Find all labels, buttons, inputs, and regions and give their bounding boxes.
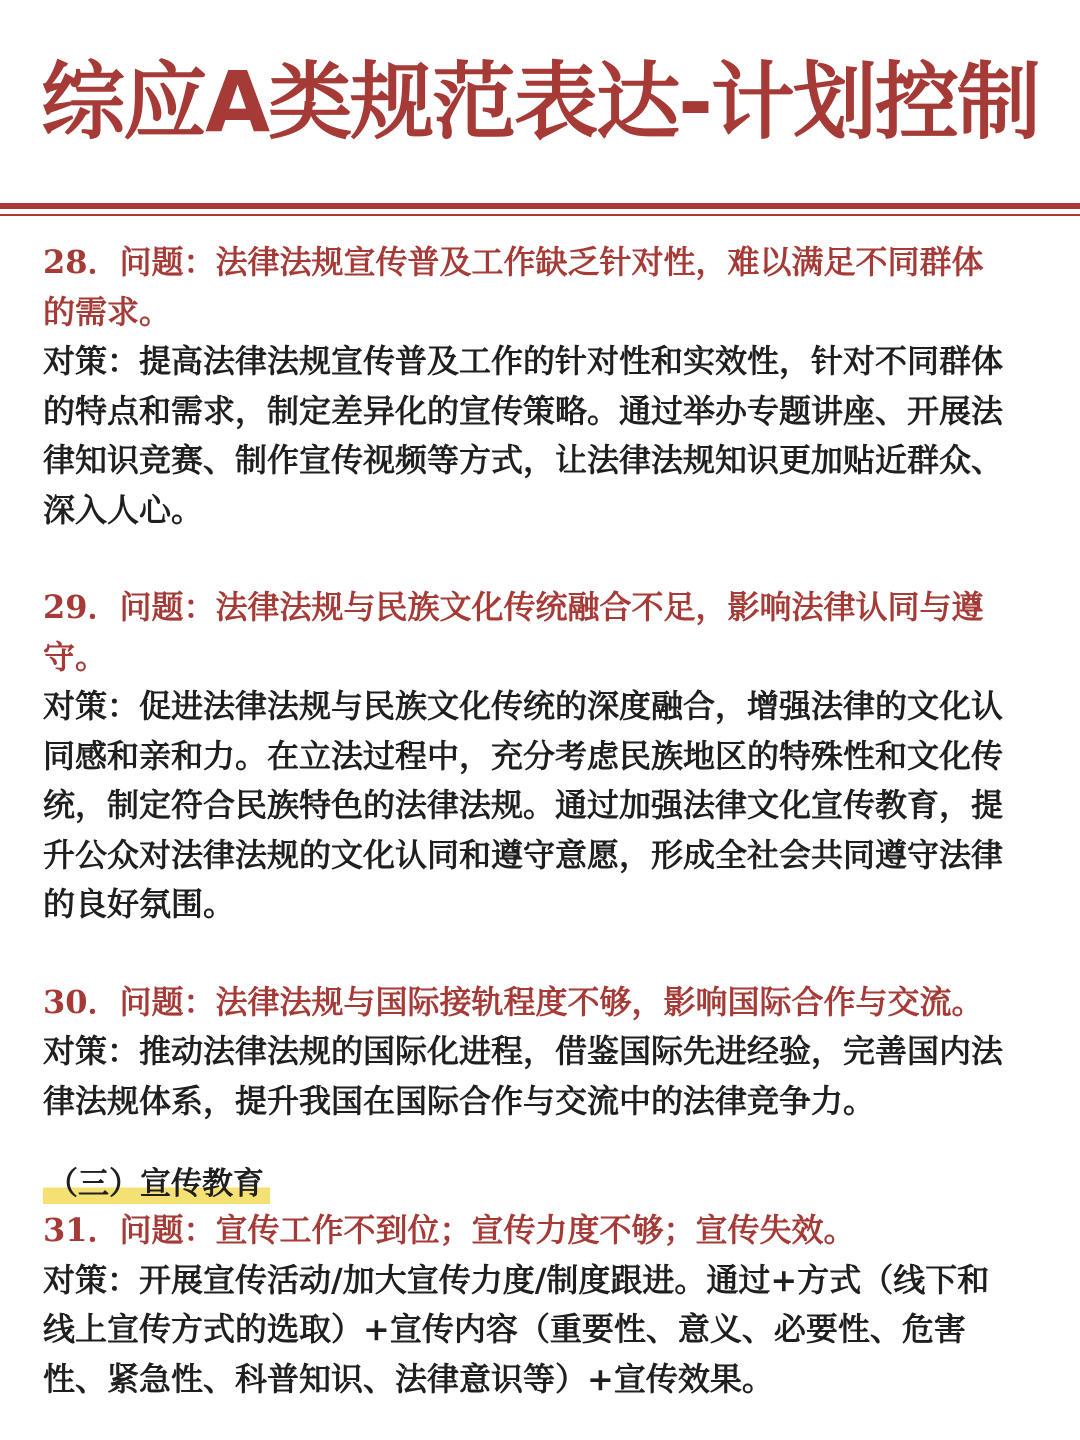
item-31-solution — [43, 1256, 1037, 1405]
item-29-solution — [43, 682, 1037, 930]
text-line: 对策：推动法律法规的国际化进程，借鉴国际先进经验，完善国内法 — [43, 1032, 1004, 1070]
text-line: 的良好氛围。 — [43, 885, 236, 923]
item-30 — [43, 978, 1037, 1127]
item-31 — [43, 1206, 1037, 1404]
text-line: 线上宣传方式的选取）+宣传内容（重要性、意义、必要性、危害 — [43, 1310, 966, 1348]
item-30-problem — [43, 978, 1037, 1028]
section-heading: （三）宣传教育 — [43, 1162, 270, 1206]
item-29 — [43, 583, 1037, 930]
text-line: 对策：开展宣传活动/加大宣传力度/制度跟进。通过+方式（线下和 — [43, 1260, 990, 1299]
text-line: 对策：促进法律法规与民族文化传统的深度融合，增强法律的文化认 — [43, 687, 1004, 725]
text-line: 律知识竞赛、制作宣传视频等方式，让法律法规知识更加贴近群众、 — [43, 441, 1004, 479]
page-title: 综应A类规范表达-计划控制 — [41, 53, 1039, 151]
item-31-problem — [43, 1206, 1037, 1256]
text-line: 的特点和需求，制定差异化的宣传策略。通过举办专题讲座、开展法 — [43, 391, 1004, 430]
text-line: 30．问题：法律法规与国际接轨程度不够，影响国际合作与交流。 — [43, 982, 984, 1021]
text-line: 统，制定符合民族特色的法律法规。通过加强法律文化宣传教育，提 — [43, 786, 1004, 824]
text-line: 深入人心。 — [43, 490, 204, 529]
text-line: 的需求。 — [43, 292, 172, 331]
title-divider-thin — [0, 214, 1080, 216]
text-line: 对策：提高法律法规宣传普及工作的针对性和实效性，针对不同群体 — [43, 342, 1004, 380]
text-line: 29．问题：法律法规与民族文化传统融合不足，影响法律认同与遵 — [43, 588, 984, 626]
item-28-problem — [43, 238, 1037, 337]
item-28-solution — [43, 337, 1037, 535]
content-area — [43, 238, 1037, 1404]
title-divider-thick — [0, 203, 1080, 209]
text-line: 同感和亲和力。在立法过程中，充分考虑民族地区的特殊性和文化传 — [43, 736, 1004, 775]
text-line: 31．问题：宣传工作不到位；宣传力度不够；宣传失效。 — [43, 1211, 856, 1249]
text-line: 升公众对法律法规的文化认同和遵守意愿，形成全社会共同遵守法律 — [43, 835, 1004, 874]
text-line: 性、紧急性、科普知识、法律意识等）+宣传效果。 — [43, 1359, 774, 1398]
item-28 — [43, 238, 1037, 535]
item-29-problem — [43, 583, 1037, 682]
text-line: 守。 — [43, 637, 108, 676]
text-line: 律法规体系，提升我国在国际合作与交流中的法律竞争力。 — [43, 1081, 876, 1120]
text-line: 28．问题：法律法规宣传普及工作缺乏针对性，难以满足不同群体 — [43, 243, 984, 281]
section-heading-wrap — [43, 1162, 1037, 1206]
item-30-solution — [43, 1027, 1037, 1126]
